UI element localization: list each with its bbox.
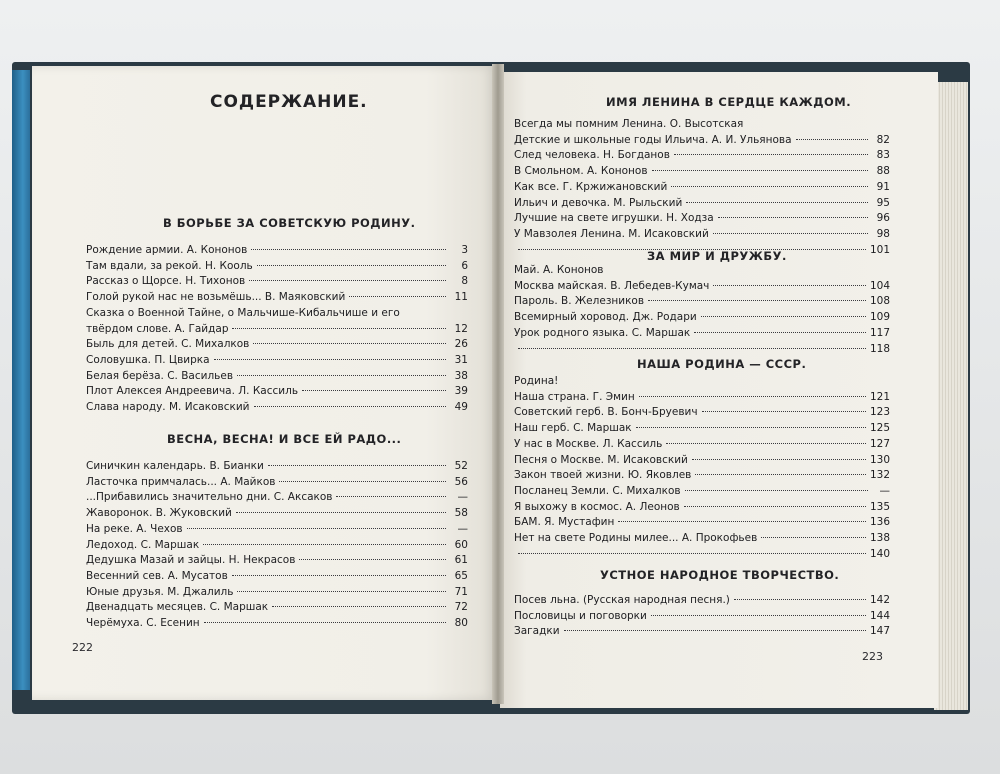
- dot-leader: [701, 316, 866, 317]
- toc-entry-title: Как все. Г. Кржижановский: [514, 180, 668, 193]
- toc-entry-page: 82: [876, 133, 890, 146]
- toc-list: [514, 593, 890, 640]
- dot-leader: [713, 233, 868, 234]
- toc-entry-title: Рождение армии. А. Кононов: [86, 244, 248, 256]
- toc-entry: [514, 547, 890, 563]
- toc-entry-page: 12: [454, 322, 468, 335]
- page-number: 222: [72, 641, 93, 654]
- dot-leader: [204, 622, 446, 623]
- toc-entry: [514, 310, 890, 326]
- dot-leader: [674, 154, 868, 155]
- toc-entry: [514, 227, 890, 243]
- toc-entry: [514, 148, 890, 164]
- toc-entry-title: Жаворонок. В. Жуковский: [86, 507, 232, 520]
- toc-entry: [514, 453, 890, 469]
- toc-entry-page: 95: [876, 196, 890, 209]
- toc-entry-title: Юные друзья. М. Джалиль: [86, 585, 234, 598]
- toc-entry: [86, 274, 468, 290]
- toc-entry-title: Белая берёза. С. Васильев: [86, 369, 234, 382]
- toc-entry: [86, 243, 468, 259]
- section-heading: ВЕСНА, ВЕСНА! И ВСЕ ЕЙ РАДО...: [167, 432, 402, 446]
- toc-entry: [514, 500, 890, 516]
- dot-leader: [272, 606, 446, 607]
- toc-entry: [514, 342, 890, 358]
- toc-entry-page: 121: [869, 390, 890, 403]
- toc-entry: [514, 164, 890, 180]
- toc-entry-page: 88: [876, 165, 890, 178]
- toc-entry-page: 8: [461, 275, 468, 288]
- toc-entry-page: 130: [869, 453, 890, 466]
- toc-entry-page: 125: [869, 422, 890, 435]
- toc-entry-page: 142: [869, 594, 890, 606]
- toc-entry-title: Двенадцать месяцев. С. Маршак: [86, 601, 269, 614]
- toc-entry-page: 58: [454, 507, 468, 520]
- toc-entry-page: 52: [454, 460, 468, 472]
- dot-leader: [257, 265, 446, 266]
- toc-entry-title: Родина!: [514, 375, 559, 387]
- section-heading: УСТНОЕ НАРОДНОЕ ТВОРЧЕСТВО.: [600, 568, 840, 582]
- page-number: 223: [862, 650, 883, 663]
- toc-entry-page: 96: [876, 212, 890, 225]
- toc-entry: [86, 585, 468, 601]
- toc-entry-title: Всегда мы помним Ленина. О. Высотская: [514, 118, 744, 130]
- toc-entry: [86, 400, 468, 416]
- toc-entry-page: 38: [454, 369, 468, 382]
- toc-entry-title: Песня о Москве. М. Исаковский: [514, 453, 688, 466]
- toc-entry-title: На реке. А. Чехов: [86, 522, 183, 535]
- dot-leader: [734, 599, 866, 600]
- dot-leader: [253, 343, 446, 344]
- toc-entry-title: Урок родного языка. С. Маршак: [514, 326, 691, 339]
- dot-leader: [254, 406, 447, 407]
- dot-leader: [187, 528, 446, 529]
- toc-entry: [514, 326, 890, 342]
- toc-entry: [86, 259, 468, 275]
- dot-leader: [214, 359, 446, 360]
- dot-leader: [268, 465, 446, 466]
- dot-leader: [299, 559, 446, 560]
- toc-entry: [86, 569, 468, 585]
- toc-entry-title: В Смольном. А. Кононов: [514, 165, 648, 178]
- toc-entry-title: У Мавзолея Ленина. М. Исаковский: [514, 227, 709, 240]
- toc-entry: [86, 290, 468, 306]
- toc-entry-page: 117: [869, 326, 890, 339]
- toc-entry-title: Я выхожу в космос. А. Леонов: [514, 500, 680, 513]
- section-heading: В БОРЬБЕ ЗА СОВЕТСКУЮ РОДИНУ.: [163, 216, 416, 230]
- dot-leader: [232, 575, 446, 576]
- toc-entry-page: 98: [876, 227, 890, 240]
- toc-entry-page: 108: [869, 295, 890, 308]
- toc-entry-page: 3: [461, 244, 468, 256]
- dot-leader: [761, 537, 866, 538]
- toc-entry: [514, 609, 890, 625]
- dot-leader: [651, 615, 866, 616]
- toc-entry: [86, 553, 468, 569]
- dot-leader: [349, 296, 446, 297]
- dot-leader: [686, 202, 868, 203]
- toc-entry: [514, 421, 890, 437]
- toc-entry: [514, 468, 890, 484]
- section-heading: ИМЯ ЛЕНИНА В СЕРДЦЕ КАЖДОМ.: [606, 95, 852, 109]
- dot-leader: [639, 396, 866, 397]
- toc-entry-page: —: [879, 484, 890, 497]
- toc-entry: [514, 405, 890, 421]
- toc-entry: [514, 515, 890, 531]
- section-heading: ЗА МИР И ДРУЖБУ.: [647, 249, 787, 263]
- dot-leader: [618, 521, 866, 522]
- dot-leader: [336, 496, 446, 497]
- toc-entry-page: 118: [869, 342, 890, 355]
- toc-entry-page: 65: [454, 569, 468, 582]
- dot-leader: [564, 630, 866, 631]
- toc-entry-page: 39: [454, 385, 468, 398]
- dot-leader: [518, 553, 866, 554]
- toc-entry-title: Черёмуха. С. Есенин: [86, 617, 200, 630]
- toc-entry: [514, 531, 890, 547]
- toc-entry-title: Всемирный хоровод. Дж. Родари: [514, 311, 697, 324]
- toc-entry-title: Весенний сев. А. Мусатов: [86, 569, 228, 582]
- dot-leader: [237, 375, 446, 376]
- toc-entry-page: —: [457, 522, 468, 535]
- toc-entry-page: 127: [869, 437, 890, 450]
- dot-leader: [249, 280, 446, 281]
- toc-entry: [86, 490, 468, 506]
- dot-leader: [671, 186, 868, 187]
- dot-leader: [518, 348, 866, 349]
- toc-entry-title: Май. А. Кононов: [514, 264, 604, 276]
- toc-entry-title: Быль для детей. С. Михалков: [86, 338, 250, 351]
- toc-entry-page: 71: [454, 585, 468, 598]
- page-stack-edge: [934, 82, 968, 710]
- dot-leader: [666, 443, 866, 444]
- toc-entry-title: Лучшие на свете игрушки. Н. Ходза: [514, 212, 714, 225]
- contents-title: СОДЕРЖАНИЕ.: [210, 92, 368, 112]
- toc-entry: [514, 484, 890, 500]
- toc-entry-page: —: [457, 491, 468, 504]
- toc-entry-title: Дедушка Мазай и зайцы. Н. Некрасов: [86, 554, 296, 567]
- toc-entry-page: 56: [454, 475, 468, 488]
- book-spine-edge: [12, 70, 30, 690]
- toc-entry-page: 136: [869, 516, 890, 529]
- toc-entry: [514, 374, 890, 390]
- toc-entry: [86, 538, 468, 554]
- dot-leader: [279, 481, 446, 482]
- toc-entry-page: 49: [454, 401, 468, 414]
- toc-entry: [514, 133, 890, 149]
- toc-entry: [514, 390, 890, 406]
- toc-entry: [514, 211, 890, 227]
- toc-entry-title: Наша страна. Г. Эмин: [514, 390, 635, 403]
- toc-entry-title: БАМ. Я. Мустафин: [514, 516, 615, 529]
- toc-entry-title: Пословицы и поговорки: [514, 609, 647, 622]
- toc-entry: [514, 196, 890, 212]
- toc-entry: [86, 384, 468, 400]
- toc-entry-title: Москва майская. В. Лебедев-Кумач: [514, 279, 710, 292]
- toc-entry-title: Соловушка. П. Цвирка: [86, 353, 210, 366]
- toc-list: [86, 243, 468, 416]
- toc-entry-page: 83: [876, 149, 890, 162]
- toc-entry-page: 91: [876, 180, 890, 193]
- dot-leader: [684, 506, 866, 507]
- dot-leader: [713, 285, 866, 286]
- toc-entry-title: Советский герб. В. Бонч-Бруевич: [514, 406, 698, 419]
- toc-entry: [514, 437, 890, 453]
- toc-entry-title: След человека. Н. Богданов: [514, 149, 670, 162]
- dot-leader: [251, 249, 446, 250]
- toc-entry-title: Ласточка примчалась... А. Майков: [86, 475, 276, 488]
- toc-entry: [86, 353, 468, 369]
- toc-entry: [86, 306, 468, 322]
- toc-entry-title: Пароль. В. Железников: [514, 295, 645, 308]
- toc-entry: [514, 263, 890, 279]
- toc-entry-title: твёрдом слове. А. Гайдар: [86, 322, 229, 335]
- dot-leader: [236, 512, 446, 513]
- toc-entry-title: Закон твоей жизни. Ю. Яковлев: [514, 469, 692, 482]
- dot-leader: [232, 328, 446, 329]
- toc-list: [514, 263, 890, 357]
- toc-entry-title: Там вдали, за рекой. Н. Кооль: [86, 259, 253, 272]
- toc-entry: [86, 322, 468, 338]
- dot-leader: [685, 490, 868, 491]
- toc-entry-page: 26: [454, 338, 468, 351]
- toc-entry-page: 61: [454, 554, 468, 567]
- toc-entry: [86, 459, 468, 475]
- toc-entry: [86, 600, 468, 616]
- toc-entry: [86, 475, 468, 491]
- toc-entry-title: ...Прибавились значительно дни. С. Аксаков: [86, 491, 333, 504]
- toc-entry-page: 135: [869, 500, 890, 513]
- toc-entry-page: 104: [869, 279, 890, 292]
- dot-leader: [302, 390, 446, 391]
- toc-entry-title: Посланец Земли. С. Михалков: [514, 484, 681, 497]
- dot-leader: [237, 591, 446, 592]
- toc-list: [86, 459, 468, 632]
- toc-entry-title: Посев льна. (Русская народная песня.): [514, 594, 730, 606]
- dot-leader: [718, 217, 868, 218]
- toc-entry-title: Ильич и девочка. М. Рыльский: [514, 196, 683, 209]
- toc-list: [514, 374, 890, 562]
- toc-entry-page: 11: [454, 291, 468, 304]
- toc-entry-title: Сказка о Военной Тайне, о Мальчише-Кибальчише и его: [86, 306, 400, 319]
- toc-entry-page: 60: [454, 538, 468, 551]
- toc-entry-title: Детские и школьные годы Ильича. А. И. Ульянова: [514, 133, 792, 146]
- dot-leader: [648, 300, 866, 301]
- toc-entry-title: Синичкин календарь. В. Бианки: [86, 460, 264, 472]
- toc-entry-title: Наш герб. С. Маршак: [514, 422, 632, 435]
- toc-entry-title: Голой рукой нас не возьмёшь... В. Маяковский: [86, 291, 346, 304]
- dot-leader: [694, 332, 866, 333]
- toc-entry: [86, 369, 468, 385]
- toc-entry-title: Ледоход. С. Маршак: [86, 538, 200, 551]
- dot-leader: [652, 170, 868, 171]
- dot-leader: [702, 411, 866, 412]
- toc-entry-page: 6: [461, 259, 468, 272]
- toc-entry-title: Рассказ о Щорсе. Н. Тихонов: [86, 275, 246, 288]
- toc-entry-page: 144: [869, 609, 890, 622]
- toc-entry: [514, 279, 890, 295]
- dot-leader: [796, 139, 868, 140]
- toc-entry-page: 147: [869, 625, 890, 638]
- dot-leader: [636, 427, 866, 428]
- toc-entry: [86, 522, 468, 538]
- toc-entry-title: Нет на свете Родины милее... А. Прокофьев: [514, 532, 758, 545]
- toc-entry: [86, 616, 468, 632]
- toc-entry: [514, 180, 890, 196]
- toc-entry-page: 31: [454, 353, 468, 366]
- section-heading: НАША РОДИНА — СССР.: [637, 357, 807, 371]
- toc-entry: [514, 117, 890, 133]
- toc-entry: [514, 624, 890, 640]
- toc-entry-page: 140: [869, 547, 890, 560]
- toc-entry: [514, 294, 890, 310]
- toc-list: [514, 117, 890, 258]
- toc-entry-page: 138: [869, 532, 890, 545]
- book-gutter: [492, 64, 504, 704]
- dot-leader: [695, 474, 866, 475]
- toc-entry-page: 72: [454, 601, 468, 614]
- toc-entry-page: 109: [869, 311, 890, 324]
- toc-entry-title: Слава народу. М. Исаковский: [86, 401, 250, 414]
- toc-entry-page: 80: [454, 617, 468, 630]
- toc-entry-title: Загадки: [514, 625, 560, 638]
- toc-entry-page: 132: [869, 469, 890, 482]
- toc-entry: [86, 337, 468, 353]
- toc-entry-title: У нас в Москве. Л. Кассиль: [514, 437, 663, 450]
- toc-entry-page: 101: [869, 243, 890, 256]
- toc-entry-title: Плот Алексея Андреевича. Л. Кассиль: [86, 385, 299, 398]
- dot-leader: [692, 459, 866, 460]
- dot-leader: [203, 544, 446, 545]
- toc-entry: [514, 593, 890, 609]
- toc-entry-page: 123: [869, 406, 890, 419]
- toc-entry: [86, 506, 468, 522]
